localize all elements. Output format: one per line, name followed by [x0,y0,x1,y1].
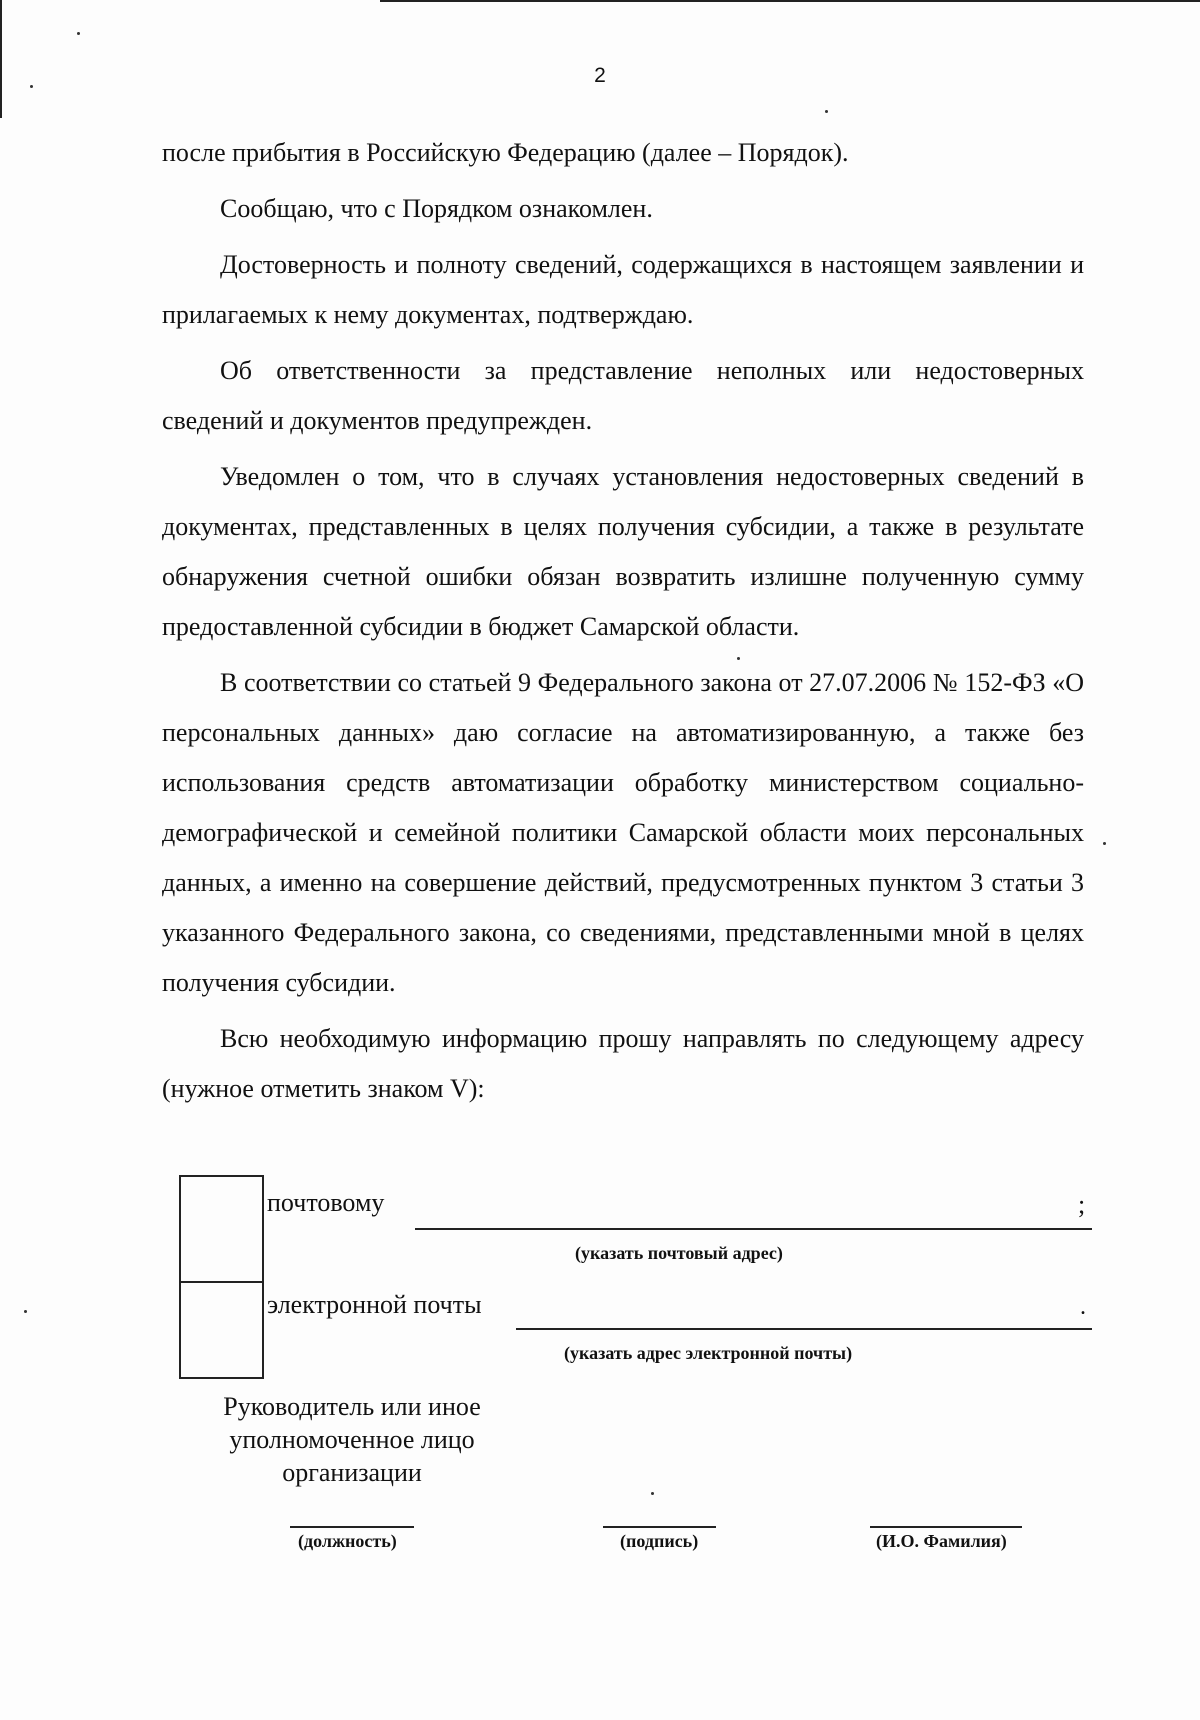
email-address-hint: (указать адрес электронной почты) [564,1343,853,1363]
scan-speck [825,110,828,113]
postal-address-hint: (указать почтовый адрес) [575,1243,783,1263]
signature-caption: (подпись) [620,1531,699,1551]
postal-terminator: ; [1078,1190,1086,1219]
email-option-label: электронной почты [267,1290,482,1319]
signer-title-line: организации [282,1458,422,1487]
scan-speck [77,32,80,35]
postal-address-field[interactable] [415,1228,1092,1230]
paragraph-responsibility: Об ответственности за представление неполных или недостоверных сведений и документов предупрежден. [162,356,1084,435]
left-edge-rule [0,0,2,118]
signer-title-line: Руководитель или иное [223,1392,481,1421]
position-field[interactable] [290,1526,414,1528]
top-edge-rule [380,0,1200,2]
postal-option-label: почтовому [267,1188,385,1217]
paragraph-acknowledged: Сообщаю, что с Порядком ознакомлен. [220,194,653,223]
position-caption: (должность) [298,1531,397,1551]
scan-speck [651,1492,654,1495]
paragraph-procedure-end: после прибытия в Российскую Федерацию (далее – Порядок). [162,138,849,167]
postal-checkbox[interactable] [179,1175,264,1283]
signer-title [192,1390,512,1489]
scan-speck [30,85,33,88]
scan-speck [737,657,740,660]
signer-title-line: уполномоченное лицо [229,1425,475,1454]
signature-field[interactable] [603,1526,716,1528]
email-address-field[interactable] [516,1328,1092,1330]
email-checkbox[interactable] [179,1279,264,1379]
page-number: 2 [594,64,606,87]
name-field[interactable] [870,1526,1022,1528]
email-terminator: . [1080,1294,1086,1320]
paragraph-refund-notice: Уведомлен о том, что в случаях установления недостоверных сведений в документах, представленных в целях получения субсидии, а также в результате обнаружения счетной ошибки обязан возвратить излишне полученную сумму предоставленной субсидии в бюджет Самарской области. [162,462,1084,641]
paragraph-accuracy: Достоверность и полноту сведений, содержащихся в настоящем заявлении и прилагаемых к нему документах, подтверждаю. [162,250,1084,329]
paragraph-personal-data-consent: В соответствии со статьей 9 Федерального закона от 27.07.2006 № 152-ФЗ «О персональных данных» даю согласие на автоматизированную, а также без использования средств автоматизации обработку министерством социально-демографической и семейной политики Самарской области моих персональных данных, а именно на совершение действий, предусмотренных пунктом 3 статьи 3 указанного Федерального закона, со сведениями, представленными мной в целях получения субсидии. [162,668,1084,997]
scan-speck [24,1310,27,1313]
paragraph-address-request: Всю необходимую информацию прошу направлять по следующему адресу (нужное отметить знаком V): [162,1024,1084,1103]
scan-speck [1103,842,1106,845]
name-caption: (И.О. Фамилия) [876,1531,1007,1551]
document-body [162,128,1084,1120]
